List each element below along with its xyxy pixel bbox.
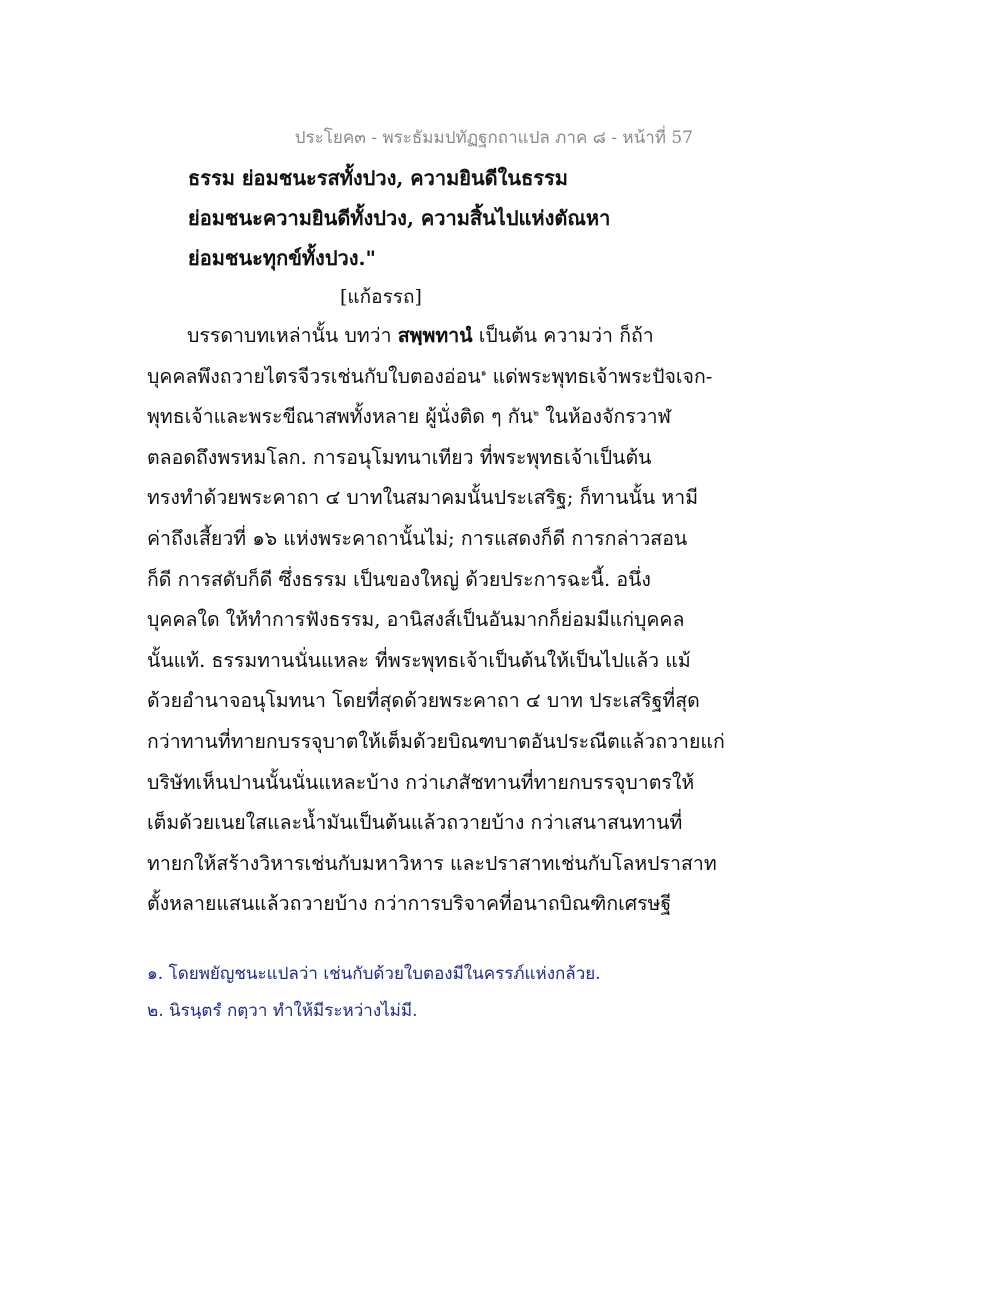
body-text-span: เป็นต้น ความว่า ก็ถ้า bbox=[472, 324, 654, 347]
body-line-2 bbox=[147, 357, 713, 398]
verse-line-3: ย่อมชนะทุกข์ทั้งปวง." bbox=[188, 246, 376, 270]
footnote-ref-2[interactable]: ๒ bbox=[532, 408, 539, 419]
body-text-span: แด่พระพุทธเจ้าพระปัจเจก- bbox=[486, 364, 713, 388]
body-text-span: ในห้องจักรวาฬ bbox=[538, 405, 671, 429]
body-line-6: ค่าถึงเสี้ยวที่ ๑๖ แห่งพระคาถานั้นไม่; การแสดงก็ดี การกล่าวสอน bbox=[147, 526, 688, 550]
body-line-11: กว่าทานที่ทายกบรรจุบาตให้เต็มด้วยบิณฑบาตอันประณีตแล้วถวายแก่ bbox=[147, 729, 725, 753]
page-header: ประโยค๓ - พระธัมมปทัฏฐกถาแปล ภาค ๘ - หน้าที่ 57 bbox=[294, 128, 693, 148]
pali-term: สพฺพทานํ bbox=[397, 324, 473, 347]
body-line-9: นั้นแท้. ธรรมทานนั่นแหละ ที่พระพุทธเจ้าเป็นต้นให้เป็นไปแล้ว แม้ bbox=[147, 648, 691, 672]
body-line-1 bbox=[147, 316, 707, 357]
body-text-span: บรรดาบทเหล่านั้น บทว่า bbox=[187, 324, 398, 347]
body-line-15: ตั้งหลายแสนแล้วถวายบ้าง กว่าการบริจาคที่อนาถบิณฑิกเศรษฐี bbox=[147, 892, 672, 916]
body-line-13: เต็มด้วยเนยใสและน้ำมันเป็นต้นแล้วถวายบ้าง กว่าเสนาสนทานที่ bbox=[147, 811, 683, 835]
body-line-3 bbox=[147, 397, 707, 438]
verse-block bbox=[188, 158, 610, 278]
body-line-10: ด้วยอำนาจอนุโมทนา โดยที่สุดด้วยพระคาถา ๔ บาท ประเสริฐที่สุด bbox=[147, 689, 700, 713]
body-line-12: บริษัทเห็นปานนั้นนั่นแหละบ้าง กว่าเภสัชทานที่ทายกบรรจุบาตรให้ bbox=[147, 770, 695, 794]
footnote-1: ๑. โดยพยัญชนะแปลว่า เช่นกับด้วยใบตองมีในครรภ์แห่งกล้วย. bbox=[147, 964, 601, 984]
section-title: [แก้อรรถ] bbox=[340, 286, 422, 308]
footnote-ref-1[interactable]: ๑ bbox=[480, 368, 487, 379]
body-line-14: ทายกให้สร้างวิหารเช่นกับมหาวิหาร และปราสาทเช่นกับโลหปราสาท bbox=[147, 851, 717, 875]
body-paragraph bbox=[147, 316, 725, 925]
footnotes bbox=[147, 956, 601, 1030]
body-text-span: บุคคลพึงถวายไตรจีวรเช่นกับใบตองอ่อน bbox=[147, 364, 481, 388]
body-text-span: พุทธเจ้าและพระขีณาสพทั้งหลาย ผู้นั่งติด ๆ กัน bbox=[147, 405, 533, 429]
body-line-4: ตลอดถึงพรหมโลก. การอนุโมทนาเทียว ที่พระพุทธเจ้าเป็นต้น bbox=[147, 445, 652, 469]
body-line-5: ทรงทำด้วยพระคาถา ๔ บาทในสมาคมนั้นประเสริฐ; ก็ทานนั้น หามี bbox=[147, 486, 699, 510]
body-line-7: ก็ดี การสดับก็ดี ซึ่งธรรม เป็นของใหญ่ ด้วยประการฉะนี้. อนึ่ง bbox=[147, 567, 651, 591]
footnote-2: ๒. นิรนฺตรํ กตฺวา ทำให้มีระหว่างไม่มี. bbox=[147, 1001, 418, 1021]
verse-line-2: ย่อมชนะความยินดีทั้งปวง, ความสิ้นไปแห่งตัณหา bbox=[188, 206, 611, 230]
verse-line-1: ธรรม ย่อมชนะรสทั้งปวง, ความยินดีในธรรม bbox=[188, 166, 568, 190]
body-line-8: บุคคลใด ให้ทำการฟังธรรม, อานิสงส์เป็นอันมากก็ย่อมมีแก่บุคคล bbox=[147, 608, 685, 632]
